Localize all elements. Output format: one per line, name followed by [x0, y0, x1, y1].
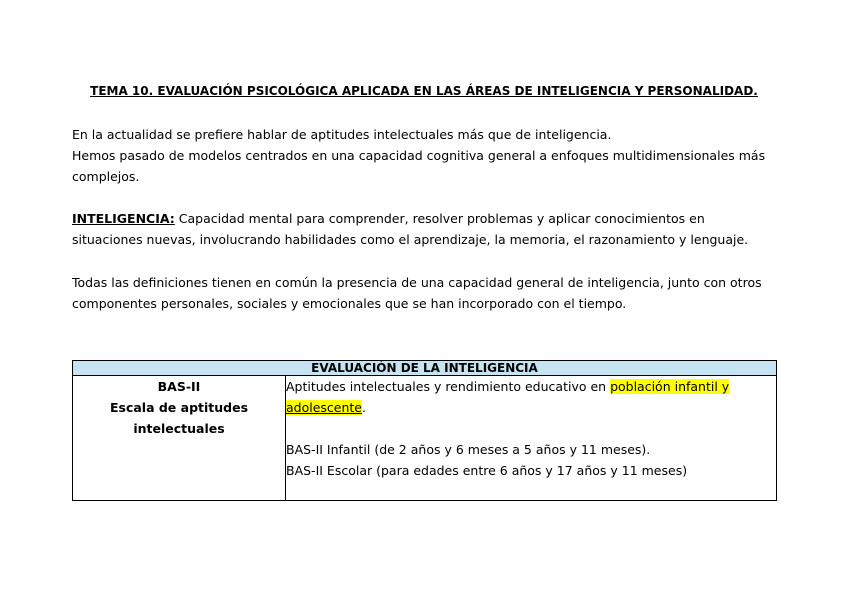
highlighted-population: población infantil y — [610, 379, 730, 394]
version-infantil: BAS-II Infantil (de 2 años y 6 meses a 5 años y 11 meses). — [286, 442, 651, 457]
common-paragraph: Todas las definiciones tienen en común la presencia de una capacidad general de inteligencia, junto con otros componentes personales, sociales y emocionales que se han incorporado con el tiempo. — [72, 275, 762, 311]
definition-text: Capacidad mental para comprender, resolver problemas y aplicar conocimientos en situaciones nuevas, involucrando habilidades como el aprendizaje, la memoria, el razonamiento y lenguaje. — [72, 211, 749, 247]
table-header: EVALUACIÓN DE LA INTELIGENCIA — [73, 361, 777, 376]
test-name-cell — [73, 376, 286, 501]
test-desc-line-2: intelectuales — [133, 421, 225, 436]
test-name: BAS-II — [157, 379, 201, 394]
test-description — [286, 376, 776, 418]
table-row — [73, 376, 777, 501]
test-desc-line-1: Escala de aptitudes — [109, 400, 249, 415]
test-description-cell — [286, 376, 777, 501]
blank-line — [286, 418, 776, 439]
intro-line-1: En la actualidad se prefiere hablar de aptitudes intelectuales más que de inteligencia. — [72, 127, 612, 142]
highlighted-adolescent: adolescente — [286, 400, 362, 415]
document-title: TEMA 10. EVALUACIÓN PSICOLÓGICA APLICADA EN LAS ÁREAS DE INTELIGENCIA Y PERSONALIDAD. — [90, 84, 758, 98]
evaluation-table — [72, 360, 777, 501]
version-escolar: BAS-II Escolar (para edades entre 6 años y 17 años y 11 meses) — [286, 463, 688, 478]
description-period: . — [362, 400, 366, 415]
description-text: Aptitudes intelectuales y rendimiento educativo en — [286, 379, 611, 394]
table-header-row — [73, 361, 777, 376]
definition-term: INTELIGENCIA: — [72, 211, 175, 226]
intro-paragraph — [72, 124, 777, 187]
definition-paragraph — [72, 208, 777, 250]
intro-line-2: Hemos pasado de modelos centrados en una capacidad cognitiva general a enfoques multidimensionales más complejos. — [72, 148, 766, 184]
